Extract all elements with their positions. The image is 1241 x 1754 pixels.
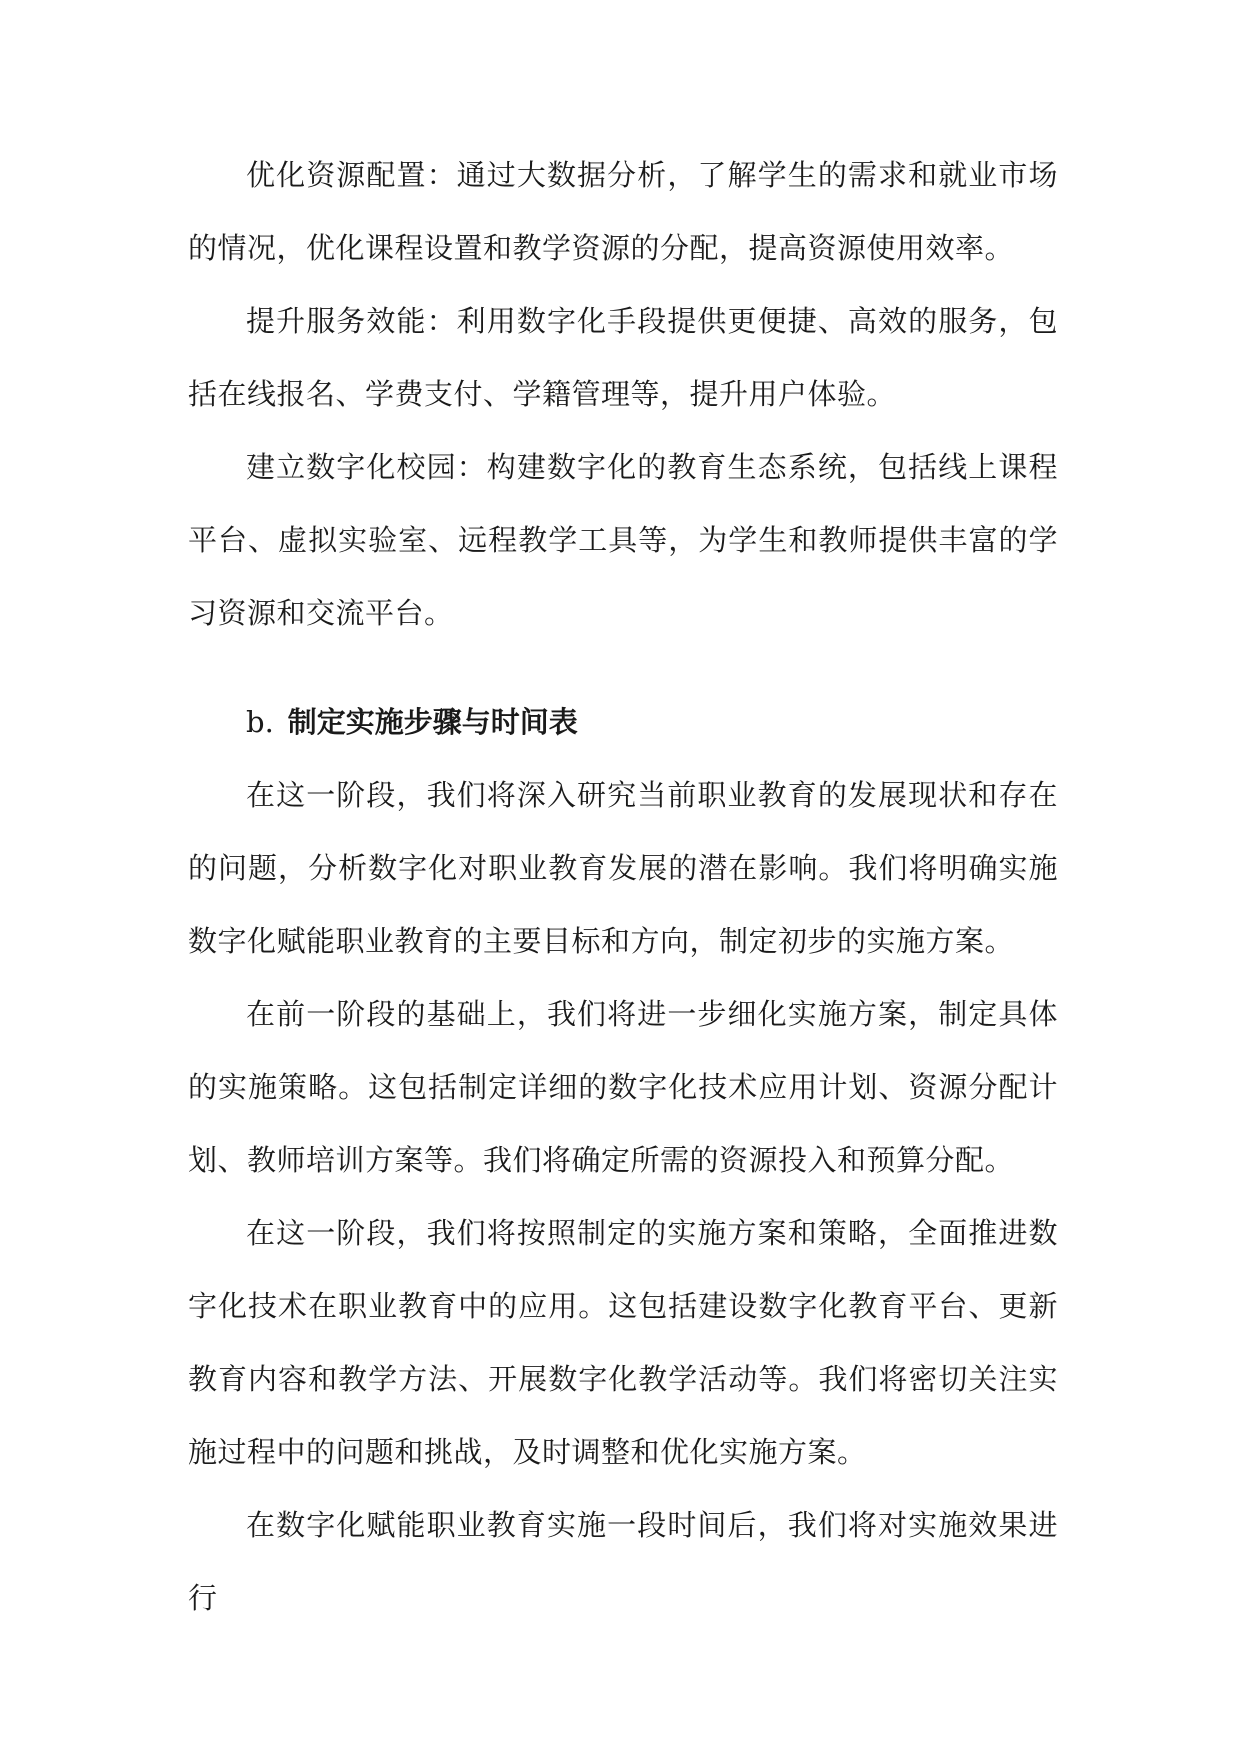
paragraph-stage-refine: 在前一阶段的基础上，我们将进一步细化实施方案，制定具体的实施策略。这包括制定详细的数字化技术应用计划、资源分配计划、教师培训方案等。我们将确定所需的资源投入和预算分配。 <box>188 997 1058 1177</box>
section-label: b. <box>246 705 274 739</box>
section-heading <box>188 686 1058 759</box>
paragraph-optimize-resources: 优化资源配置：通过大数据分析，了解学生的需求和就业市场的情况，优化课程设置和教学资源的分配，提高资源使用效率。 <box>188 158 1058 265</box>
paragraph-digital-campus: 建立数字化校园：构建数字化的教育生态系统，包括线上课程平台、虚拟实验室、远程教学工具等，为学生和教师提供丰富的学习资源和交流平台。 <box>188 450 1058 630</box>
section-title: 制定实施步骤与时间表 <box>287 705 578 739</box>
paragraph-stage-evaluate: 在数字化赋能职业教育实施一段时间后，我们将对实施效果进行 <box>188 1508 1058 1615</box>
document-body <box>188 139 1058 1635</box>
paragraph-stage-research: 在这一阶段，我们将深入研究当前职业教育的发展现状和存在的问题，分析数字化对职业教育发展的潜在影响。我们将明确实施数字化赋能职业教育的主要目标和方向，制定初步的实施方案。 <box>188 778 1058 958</box>
paragraph-stage-implement: 在这一阶段，我们将按照制定的实施方案和策略，全面推进数字化技术在职业教育中的应用。这包括建设数字化教育平台、更新教育内容和教学方法、开展数字化教学活动等。我们将密切关注实施过程中的问题和挑战，及时调整和优化实施方案。 <box>188 1216 1058 1469</box>
paragraph-improve-service: 提升服务效能：利用数字化手段提供更便捷、高效的服务，包括在线报名、学费支付、学籍管理等，提升用户体验。 <box>188 304 1058 411</box>
